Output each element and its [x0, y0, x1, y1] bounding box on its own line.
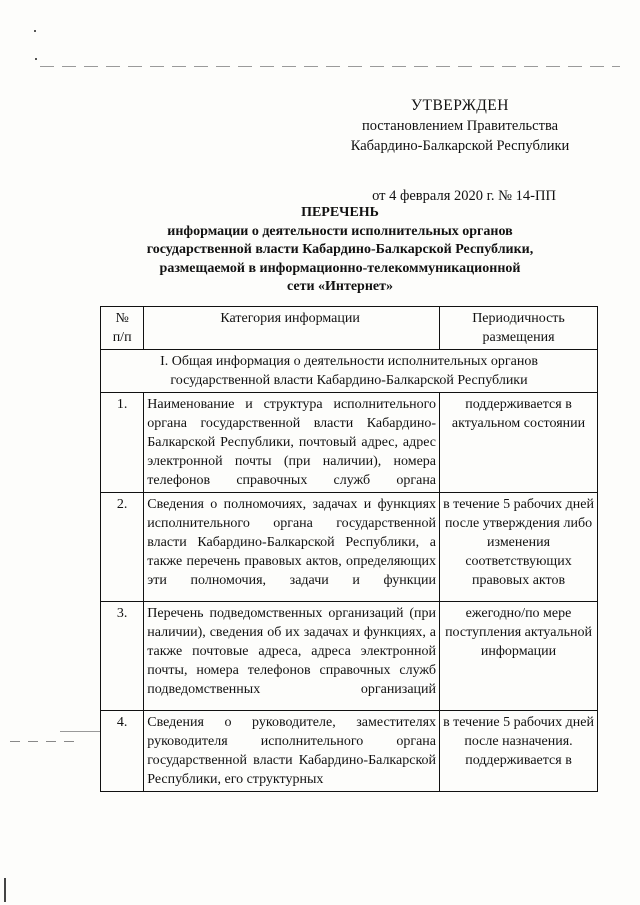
section-title — [101, 350, 598, 393]
section-row — [101, 350, 598, 393]
section-line: государственной власти Кабардино-Балкарской Республики — [170, 373, 528, 388]
header-number — [101, 307, 144, 350]
title-line: государственной власти Кабардино-Балкарской Республики, — [146, 242, 534, 257]
row-period: ежегодно/по мере поступления актуальной информации — [440, 602, 598, 711]
row-number: 2. — [101, 493, 144, 602]
header-number-line: п/п — [112, 330, 132, 345]
title-line: размещаемой в информационно-телекоммуникационной — [159, 260, 521, 276]
table-row — [101, 393, 598, 493]
row-category: Наименование и структура исполнительного органа государственной власти Кабардино-Балкарской Республики, почтовый адрес, адрес электронной почты (при наличии), номера телефонов справочных служб органа — [144, 393, 440, 493]
document-title — [60, 204, 620, 297]
row-period: в течение 5 рабочих дней после назначения. поддерживается в — [440, 711, 598, 792]
scan-line — [60, 731, 100, 732]
table-row — [101, 493, 598, 602]
header-period — [440, 307, 598, 350]
row-number: 4. — [101, 711, 144, 792]
row-period: в течение 5 рабочих дней после утверждения либо изменения соответствующих правовых актов — [440, 493, 598, 602]
row-category: Сведения о полномочиях, задачах и функциях исполнительного органа государственной власти Кабардино-Балкарской Республики, а также перечень правовых актов, определяющих эти полномочия, задачи и функции — [144, 493, 440, 602]
title-line: сети «Интернет» — [286, 279, 394, 294]
scan-line — [40, 66, 620, 67]
row-number: 3. — [101, 602, 144, 711]
scan-mark — [34, 30, 36, 32]
scan-line — [4, 878, 6, 902]
approval-line: постановлением Правительства — [361, 118, 559, 134]
scan-line — [10, 741, 80, 742]
approval-word: УТВЕРЖДЕН — [411, 97, 509, 114]
section-line: I. Общая информация о деятельности исполнительных органов — [160, 354, 538, 369]
approval-block — [300, 96, 620, 206]
approval-line: Кабардино-Балкарской Республики — [350, 138, 570, 154]
table-header-row — [101, 307, 598, 350]
row-category: Сведения о руководителе, заместителях руководителя исполнительного органа государственной власти Кабардино-Балкарской Республики, его структурных — [144, 711, 440, 792]
table-row — [101, 602, 598, 711]
header-period-line: Периодичность — [472, 311, 565, 326]
header-period-line: размещения — [482, 330, 555, 345]
title-line: информации о деятельности исполнительных органов — [167, 223, 513, 239]
row-category: Перечень подведомственных организаций (при наличии), сведения об их задачах и функциях, а также почтовые адреса, адреса электронной почты, номера телефонов справочных служб подведомственных организаций — [144, 602, 440, 711]
title-heading: ПЕРЕЧЕНЬ — [301, 205, 379, 220]
table-row — [101, 711, 598, 792]
header-category: Категория информации — [144, 307, 440, 350]
row-period: поддерживается в актуальном состоянии — [440, 393, 598, 493]
approval-date: от 4 февраля 2020 г. № 14-ПП — [372, 188, 556, 204]
header-number-line: № — [115, 311, 129, 326]
row-number: 1. — [101, 393, 144, 493]
information-table — [100, 306, 598, 792]
scan-mark — [35, 58, 37, 60]
